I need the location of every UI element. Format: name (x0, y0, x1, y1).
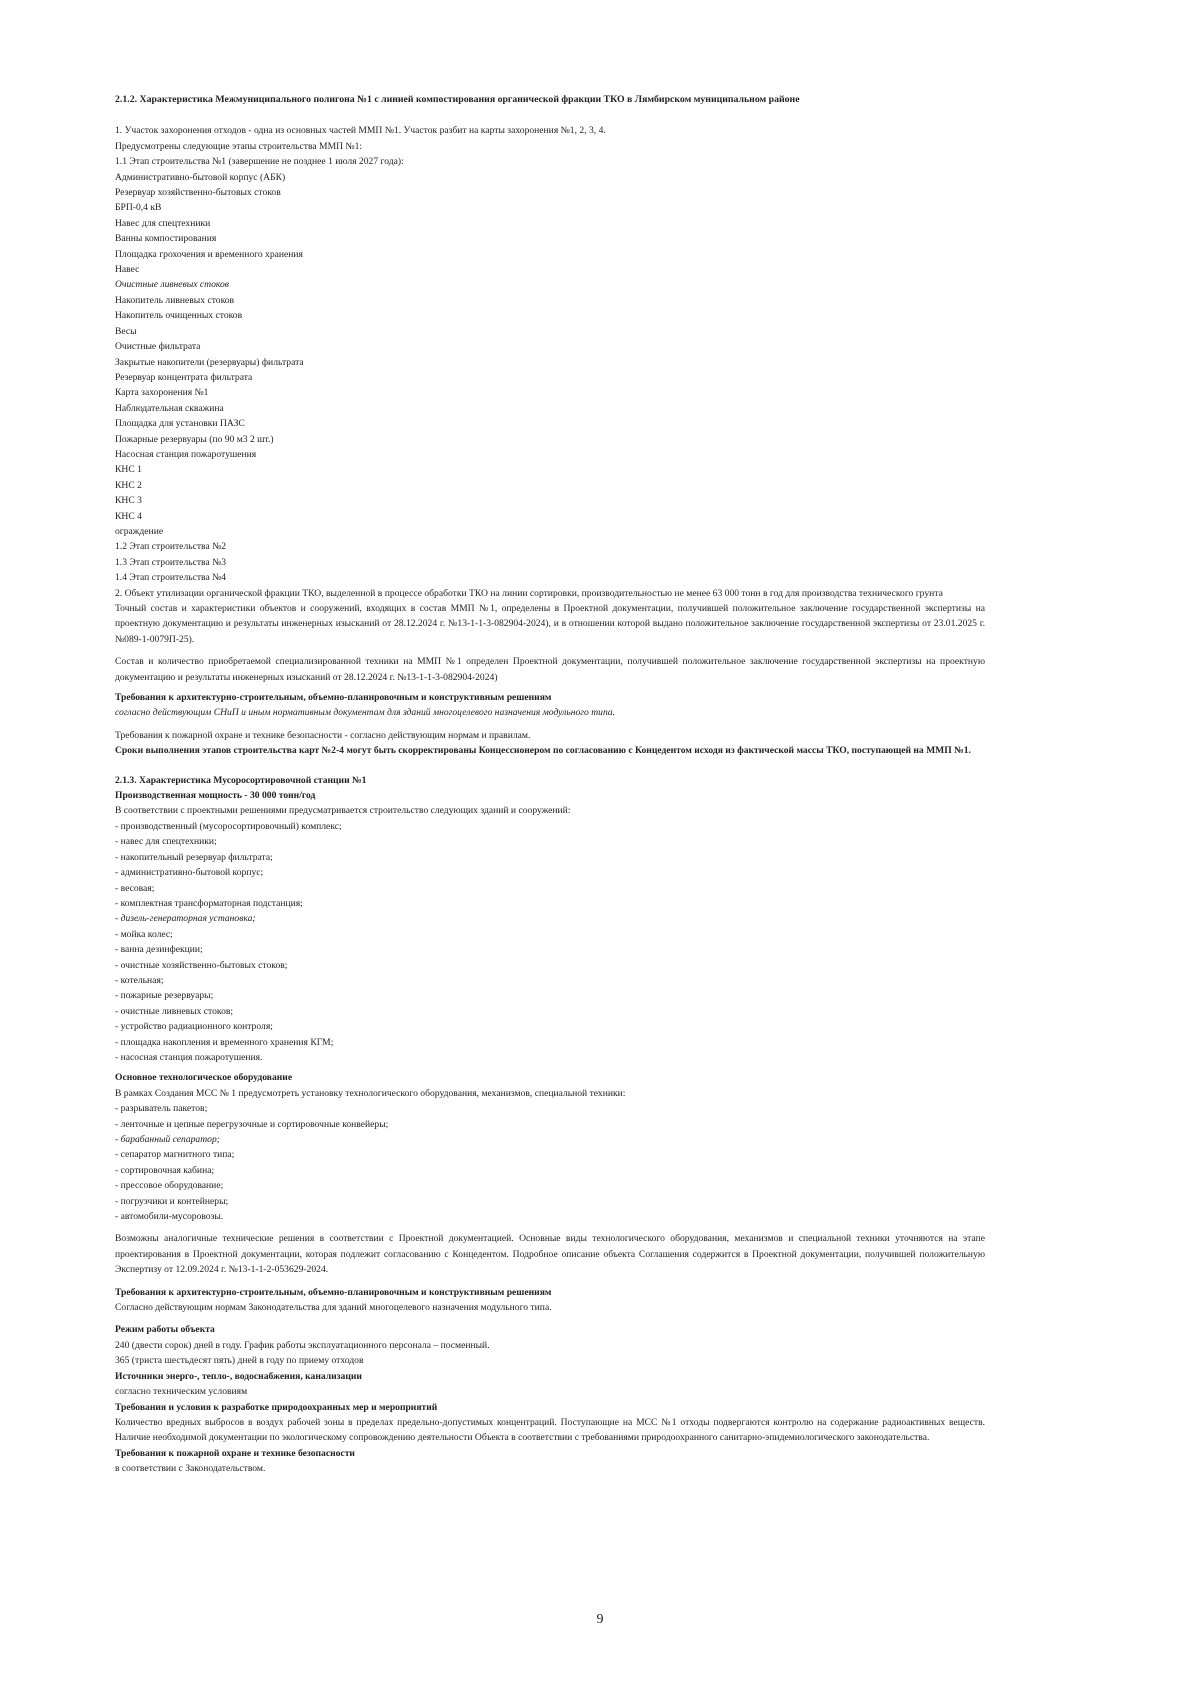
list-item: ограждение (115, 525, 164, 537)
list-item: - комплектная трансформаторная подстанция; (115, 897, 303, 909)
arch-heading: Требования к архитектурно-строительным, объемно-планировочным и конструктивным решениям (115, 692, 552, 704)
list-item: - прессовое оборудование; (115, 1180, 224, 1192)
utilities-text: согласно техническим условиям (115, 1386, 248, 1398)
list-item: Пожарные резервуары (по 90 м3 2 шт.) (115, 433, 274, 445)
equipment-intro: В рамках Создания МСС № 1 предусмотреть установку технологического оборудования, механизмов, специальной техники: (115, 1087, 626, 1099)
stage1-list (115, 170, 985, 586)
list-item: - площадка накопления и временного хранения КГМ; (115, 1036, 334, 1048)
fire-heading: Требования к пожарной охране и технике безопасности (115, 1447, 355, 1459)
list-item: - устройство радиационного контроля; (115, 1021, 273, 1033)
mode-line: 240 (двести сорок) дней в году. График работы эксплуатационного персонала – посменный. (115, 1339, 490, 1351)
section-212-title: 2.1.2. Характеристика Межмуниципального полигона №1 с линией компостирования органической фракции ТКО в Лямбирском муниципальном районе (115, 94, 800, 105)
list-item: Очистные ливневых стоков (115, 279, 229, 291)
deadline-text: Сроки выполнения этапов строительства карт №2-4 могут быть скорректированы Концессионером по согласованию с Концедентом исходя из фактической массы ТКО, поступающей на ММП №1. (115, 745, 971, 757)
list-item: - очистные хозяйственно-бытовых стоков; (115, 959, 288, 971)
intro-line: 1.1 Этап строительства №1 (завершение не позднее 1 июля 2027 года): (115, 156, 404, 168)
list-item: Накопитель очищенных стоков (115, 310, 243, 322)
list-item: 1.4 Этап строительства №4 (115, 572, 227, 584)
list-item: БРП-0,4 кВ (115, 202, 162, 214)
list-item: Навес для спецтехники (115, 217, 211, 229)
list-item: Навес (115, 264, 140, 276)
list-item: Административно-бытовой корпус (АБК) (115, 171, 286, 183)
paragraph-exact-composition: Точный состав и характеристики объектов и сооружений, входящих в состав ММП №1, определены в Проектной документации, получившей положительное заключение государственной экспертизы на проектную документацию и результаты инженерных изысканий от 28.12.2024 г. №13-1-1-3-082904-2024), и в отношении которой выдано положительное заключение государственной экспертизы от 23.01.2025 г. №089-1-0079П-25). (115, 603, 985, 645)
section-213-title: 2.1.3. Характеристика Мусоросортировочной станции №1 (115, 774, 367, 786)
list-item: Накопитель ливневых стоков (115, 294, 235, 306)
list-item: - сортировочная кабина; (115, 1164, 215, 1176)
list-item: 1.2 Этап строительства №2 (115, 541, 227, 553)
mode-heading: Режим работы объекта (115, 1324, 215, 1336)
buildings-list (115, 819, 985, 1066)
list-item: - барабанный сепаратор; (115, 1134, 220, 1145)
list-item: Карта захоронения №1 (115, 387, 209, 399)
list-item: Резервуар концентрата фильтрата (115, 371, 253, 383)
arch-text-2: Согласно действующим нормам Законодательства для зданий многоцелевого назначения модульного типа. (115, 1302, 552, 1314)
list-item: Площадка для установки ПАЗС (115, 418, 245, 430)
list-item: КНС 3 (115, 495, 142, 507)
intro-line: 1. Участок захоронения отходов - одна из основных частей ММП №1. Участок разбит на карты захоронения №1, 2, 3, 4. (115, 125, 606, 137)
list-item: Наблюдательная скважина (115, 402, 224, 414)
capacity-heading: Производственная мощность - 30 000 тонн/год (115, 790, 316, 802)
list-item: КНС 1 (115, 464, 142, 476)
list-item: - пожарные резервуары; (115, 990, 214, 1002)
fire-text-2: в соответствии с Законодательством. (115, 1463, 266, 1475)
eco-heading: Требования и условия к разработке природоохранных мер и мероприятий (115, 1401, 438, 1413)
buildings-intro: В соответствии с проектными решениями предусматривается строительство следующих зданий и сооружений: (115, 805, 571, 817)
eco-text: Количество вредных выбросов в воздух рабочей зоны в пределах предельно-допустимых концентраций. Поступающие на МСС №1 отходы подвергаются контролю на содержание радиоактивных веществ. Наличие необходимой документации по экологическому сопровождению деятельности Объекта в соответствии с требованиями природоохранного санитарно-эпидемиологического законодательства. (115, 1416, 985, 1444)
list-item: - дизель-генераторная установка; (115, 913, 256, 925)
list-item: Весы (115, 325, 137, 337)
arch-text: согласно действующим СНиП и иным нормативным документам для зданий многоцелевого назначения модульного типа. (115, 707, 615, 719)
list-item: Насосная станция пожаротушения (115, 448, 257, 460)
list-item: - погрузчики и контейнеры; (115, 1195, 229, 1207)
list-item: - ванна дезинфекции; (115, 944, 203, 956)
list-item: Очистные фильтрата (115, 341, 201, 353)
list-item: - мойка колес; (115, 928, 173, 940)
paragraph-item2: 2. Объект утилизации органической фракции ТКО, выделенной в процессе обработки ТКО на линии сортировки, производительностью не менее 63 000 тонн в год для производства технического грунта (115, 587, 943, 599)
list-item: КНС 2 (115, 479, 142, 491)
equipment-list (115, 1101, 985, 1224)
list-item: - сепаратор магнитного типа; (115, 1149, 235, 1161)
list-item: - автомобили-мусоровозы. (115, 1211, 224, 1223)
list-item: - навес для спецтехники; (115, 836, 217, 848)
analog-text: Возможны аналогичные технические решения в соответствии с Проектной документацией. Основные виды технологического оборудования, механизмов и специальной техники уточняются на этапе проектирования в Проектной документации, которая подлежит согласованию с Концедентом. Подробное описание объекта Соглашения содержится в Проектной документации, получившей положительную Экспертизу от 12.09.2024 г. №13-1-1-2-053629-2024. (115, 1233, 985, 1276)
document-body (115, 92, 985, 1477)
list-item: Закрытые накопители (резервуары) фильтрата (115, 356, 304, 368)
list-item: 1.3 Этап строительства №3 (115, 556, 227, 568)
list-item: - котельная; (115, 974, 164, 986)
fire-text: Требования к пожарной охране и технике безопасности - согласно действующим нормам и правилам. (115, 729, 531, 741)
list-item: Площадка грохочения и временного хранения (115, 248, 303, 260)
list-item: - разрыватель пакетов; (115, 1103, 208, 1115)
list-item: Резервуар хозяйственно-бытовых стоков (115, 187, 281, 199)
paragraph-equipment: Состав и количество приобретаемой специализированной техники на ММП №1 определен Проектной документации, получившей положительное заключение государственной экспертизы на проектную документацию и результаты инженерных изысканий от 28.12.2024 г. №13-1-1-3-082904-2024) (115, 656, 985, 683)
list-item: - производственный (мусоросортировочный) комплекс; (115, 820, 342, 832)
list-item: - административно-бытовой корпус; (115, 867, 264, 879)
list-item: - насосная станция пожаротушения. (115, 1051, 263, 1063)
list-item: - очистные ливневых стоков; (115, 1005, 234, 1017)
mode-line: 365 (триста шестьдесят пять) дней в году по приему отходов (115, 1355, 364, 1367)
list-item: - весовая; (115, 882, 155, 894)
equipment-heading: Основное технологическое оборудование (115, 1072, 293, 1084)
utilities-heading: Источники энерго-, тепло-, водоснабжения, канализации (115, 1370, 362, 1382)
arch-heading-2: Требования к архитектурно-строительным, объемно-планировочным и конструктивным решениям (115, 1286, 552, 1298)
list-item: КНС 4 (115, 510, 142, 522)
page-number: 9 (596, 1612, 604, 1627)
list-item: Ванны компостирования (115, 233, 217, 245)
list-item: - накопительный резервуар фильтрата; (115, 851, 273, 863)
list-item: - ленточные и цепные перегрузочные и сортировочные конвейеры; (115, 1118, 389, 1130)
intro-line: Предусмотрены следующие этапы строительства ММП №1: (115, 140, 363, 152)
